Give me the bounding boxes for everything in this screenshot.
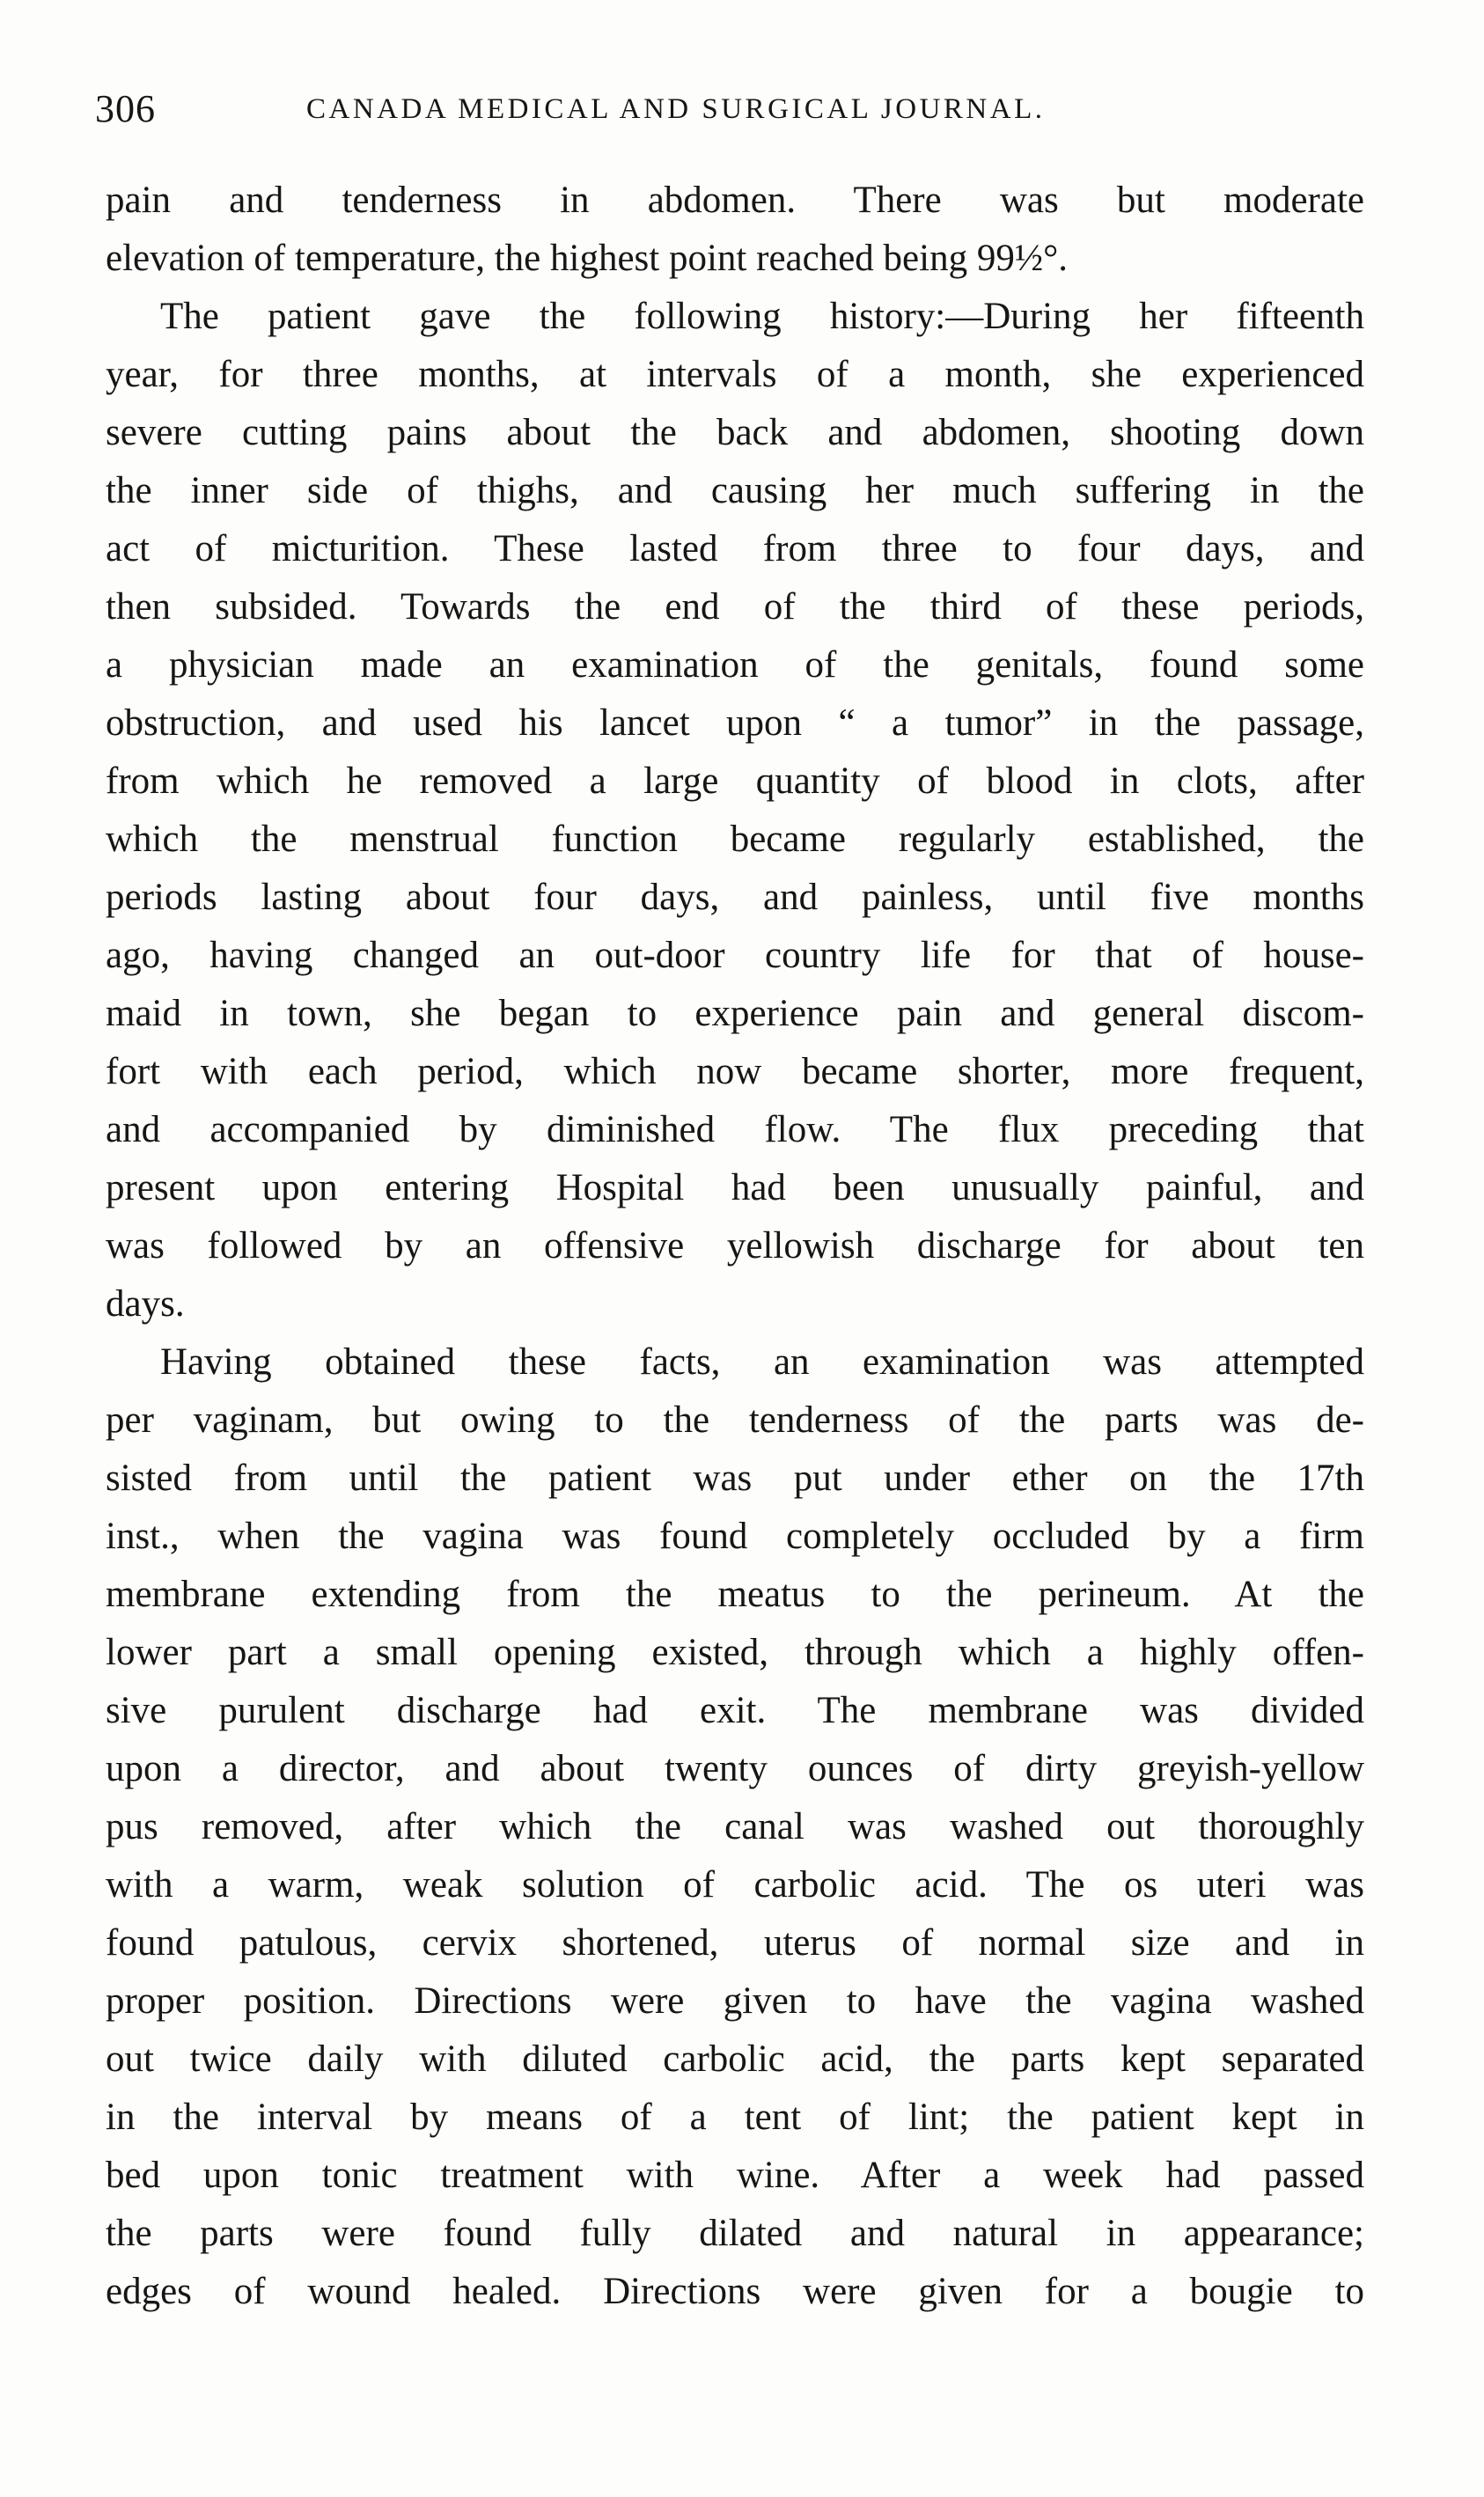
text-line: elevation of temperature, the highest point reached being 99½°.	[106, 238, 1069, 279]
text-line: sisted from until the patient was put under ether on the 17th	[106, 1458, 1364, 1499]
running-head	[95, 86, 1371, 139]
text-line: ago, having changed an out-door country life for that of house-	[106, 935, 1364, 976]
text-line: out twice daily with diluted carbolic acid, the parts kept separated	[106, 2038, 1364, 2080]
text-line: year, for three months, at intervals of a month, she experienced	[106, 354, 1364, 395]
text-line: then subsided. Towards the end of the third of these periods,	[106, 586, 1364, 628]
text-line: which the menstrual function became regularly established, the	[106, 819, 1364, 860]
text-line: found patulous, cervix shortened, uterus of normal size and in	[106, 1922, 1364, 1964]
page-number: 306	[95, 87, 156, 130]
text-line: per vaginam, but owing to the tenderness of the parts was de-	[106, 1399, 1364, 1441]
text-line: fort with each period, which now became shorter, more frequent,	[106, 1051, 1364, 1092]
text-line: obstruction, and used his lancet upon “ a tumor” in the passage,	[106, 702, 1364, 744]
journal-title: CANADA MEDICAL AND SURGICAL JOURNAL.	[306, 93, 1046, 125]
text-line: severe cutting pains about the back and abdomen, shooting down	[106, 412, 1364, 453]
text-line: in the interval by means of a tent of lint; the patient kept in	[106, 2097, 1364, 2138]
text-line: lower part a small opening existed, through which a highly offen-	[106, 1632, 1364, 1673]
text-line: a physician made an examination of the genitals, found some	[106, 644, 1364, 686]
text-line: pain and tenderness in abdomen. There was but moderate	[106, 180, 1364, 221]
text-line: edges of wound healed. Directions were given for a bougie to	[106, 2271, 1364, 2312]
text-line: the inner side of thighs, and causing her much suffering in the	[106, 470, 1364, 511]
text-line: periods lasting about four days, and painless, until five months	[106, 877, 1364, 918]
text-line: upon a director, and about twenty ounces of dirty greyish-yellow	[106, 1748, 1364, 1789]
text-line: was followed by an offensive yellowish discharge for about ten	[106, 1225, 1364, 1267]
text-line: days.	[106, 1283, 185, 1325]
text-line: the parts were found fully dilated and natural in appearance;	[106, 2213, 1364, 2254]
text-line: and accompanied by diminished flow. The flux preceding that	[106, 1109, 1364, 1150]
text-line: Having obtained these facts, an examination was attempted	[160, 1341, 1364, 1383]
text-line: from which he removed a large quantity of blood in clots, after	[106, 760, 1364, 802]
text-line: inst., when the vagina was found completely occluded by a firm	[106, 1516, 1364, 1557]
text-line: The patient gave the following history:—During her fifteenth	[160, 296, 1364, 337]
text-line: with a warm, weak solution of carbolic acid. The os uteri was	[106, 1864, 1364, 1906]
text-line: proper position. Directions were given to have the vagina washed	[106, 1980, 1364, 2022]
text-line: present upon entering Hospital had been unusually painful, and	[106, 1167, 1364, 1208]
text-line: bed upon tonic treatment with wine. After a week had passed	[106, 2155, 1364, 2196]
text-line: membrane extending from the meatus to the perineum. At the	[106, 1574, 1364, 1615]
text-line: maid in town, she began to experience pain and general discom-	[106, 993, 1364, 1034]
text-line: act of micturition. These lasted from three to four days, and	[106, 528, 1364, 569]
text-line: sive purulent discharge had exit. The membrane was divided	[106, 1690, 1364, 1731]
text-line: pus removed, after which the canal was washed out thoroughly	[106, 1806, 1364, 1847]
